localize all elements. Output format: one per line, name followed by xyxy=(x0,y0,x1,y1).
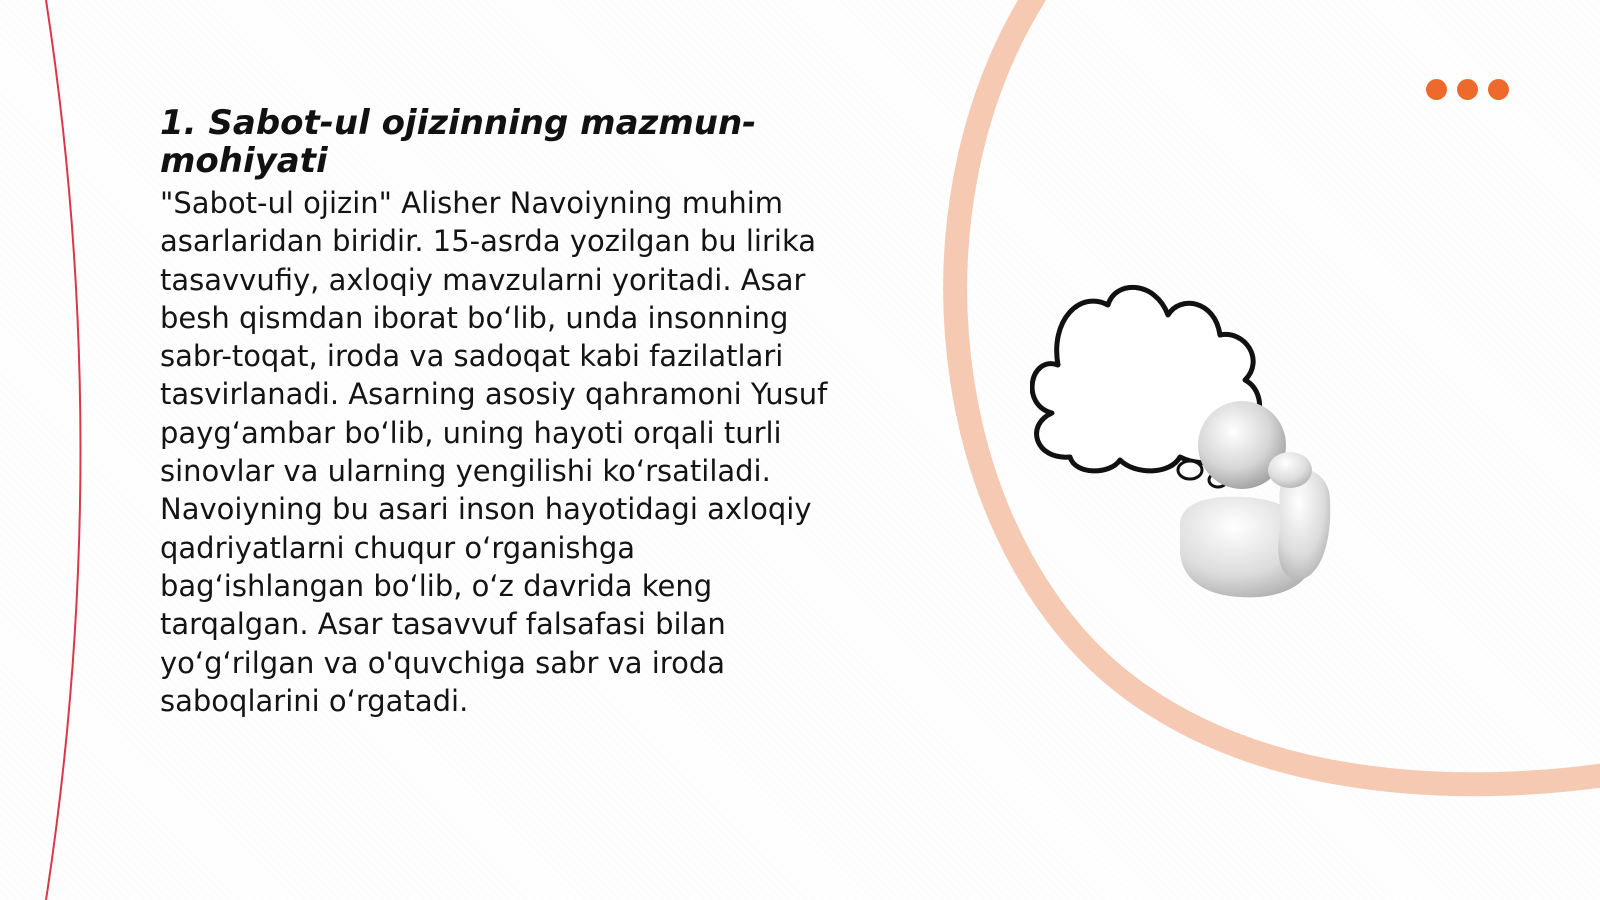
thinking-person-illustration xyxy=(1030,275,1350,615)
slide-body-text: "Sabot-ul ojizin" Alisher Navoiyning muhim asarlaridan biridir. 15-asrda yozilgan bu lirika tasavvufiy, axloqiy mavzularni yoritadi. Asar besh qismdan iborat bo‘lib, unda insonning sabr-toqat, iroda va sadoqat kabi fazilatlari tasvirlanadi. Asarning asosiy qahramoni Yusuf payg‘ambar bo‘lib, uning hayoti orqali turli sinovlar va ularning yengilishi ko‘rsatiladi. Navoiyning bu asari inson hayotidagi axloqiy qadriyatlarni chuqur o‘rganishga bag‘ishlangan bo‘lib, o‘z davrida keng tarqalgan. Asar tasavvuf falsafasi bilan yo‘g‘rilgan va o'quvchiga sabr va iroda saboqlarini o‘rgatadi. xyxy=(160,186,828,718)
dot xyxy=(1488,79,1509,100)
dot xyxy=(1457,79,1478,100)
left-curve-line xyxy=(46,0,81,900)
person-figure xyxy=(1180,401,1330,597)
three-dots-icon[interactable] xyxy=(1426,79,1509,100)
slide-title: 1. Sabot-ul ojizinning mazmun-mohiyati xyxy=(160,103,757,181)
dot xyxy=(1426,79,1447,100)
